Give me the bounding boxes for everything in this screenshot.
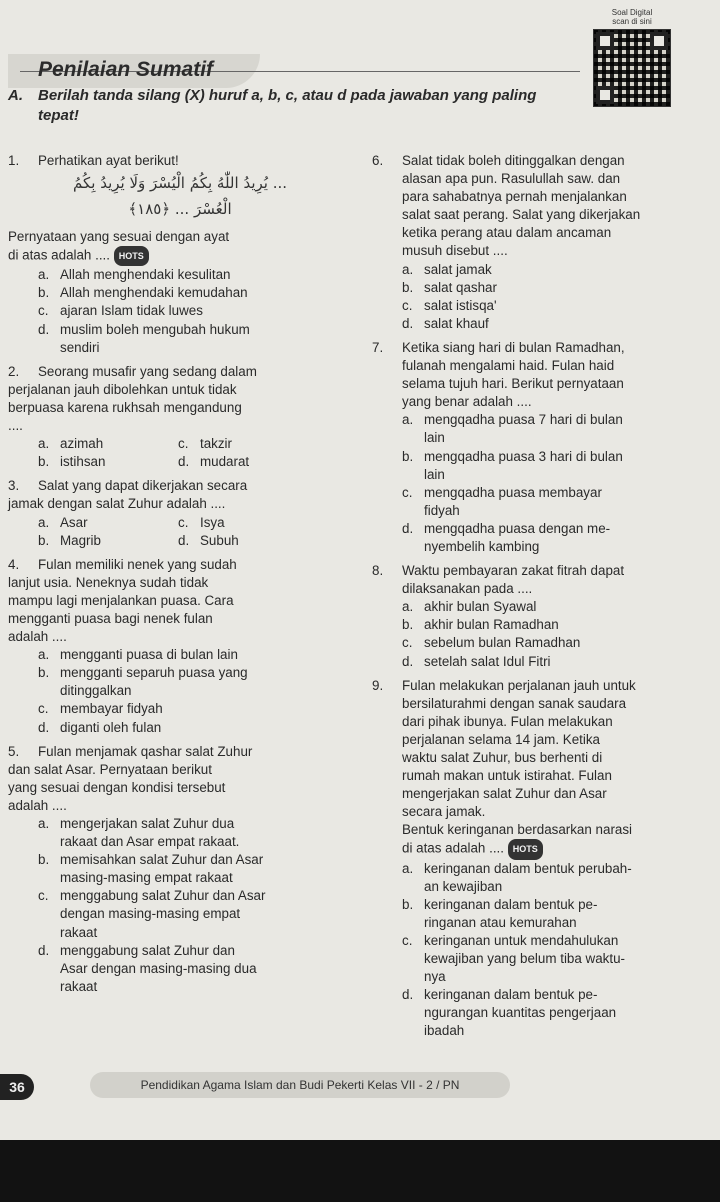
- option-1c[interactable]: c. ajaran Islam tidak luwes: [38, 303, 203, 319]
- option-5b[interactable]: b. memisahkan salat Zuhur dan Asar masing-masing empat rakaat: [38, 852, 264, 886]
- option-4d[interactable]: d. diganti oleh fulan: [38, 719, 162, 735]
- qr-subtitle: scan di sini: [612, 17, 652, 26]
- left-column: [8, 152, 352, 996]
- option-8d[interactable]: d. setelah salat Idul Fitri: [402, 653, 551, 669]
- option-3d[interactable]: d. Subuh: [178, 532, 239, 548]
- right-column: [372, 152, 698, 1041]
- question-4: 4. Fulan memiliki nenek yang sudah lanjut usia. Neneknya sudah tidak mampu lagi menjalankan puasa. Cara mengganti puasa bagi nenek fulan adalah .... a. mengganti puasa di bulan lain b. mengganti separuh puasa yang ditinggalkan c. membayar fidyah d. diganti oleh fulan: [8, 556, 352, 737]
- hots-badge: HOTS: [114, 246, 149, 266]
- option-2a[interactable]: a. azimah: [38, 436, 104, 452]
- instruction: A. Berilah tanda silang (X) huruf a, b, c, atau d pada jawaban yang paling tepat!: [8, 87, 537, 124]
- question-3: 3. Salat yang dapat dikerjakan secara jamak dengan salat Zuhur adalah .... a. Asar c. Isya b. Magrib d. Subuh: [8, 477, 352, 549]
- question-9: 9. Fulan melakukan perjalanan jauh untuk bersilaturahmi dengan sanak saudara dari pihak ibunya. Fulan melakukan perjalanan selama 14 jam. Ketika waktu salat Zuhur, bus berhenti di rumah makan untuk istirahat. Fulan mengerjakan salat Zuhur dan Asar secara jamak. Bentuk keringanan berdasarkan narasi di atas adalah .... HOTS a. keringanan dalam bentuk perubah- an kewajiban b. keringanan dalam bentuk pe- ringanan atau kemurahan c. keringanan untuk mendahulukan kewajiban yang belum tiba waktu- nya d. keringanan dalam bentuk pe- ngurangan kuantitas pengerjaan ibadah: [372, 677, 698, 1041]
- quran-verse-line-1: ... يُرِيدُ اللّٰهُ بِكُمُ الْيُسْرَ وَلَا يُرِيدُ بِكُمُ: [72, 174, 288, 193]
- section-title: Penilaian Sumatif: [38, 58, 214, 81]
- option-7a[interactable]: a. mengqadha puasa 7 hari di bulan lain: [402, 412, 623, 446]
- page-footer: [0, 1072, 720, 1102]
- option-8c[interactable]: c. sebelum bulan Ramadhan: [402, 635, 581, 651]
- option-1a[interactable]: a. Allah menghendaki kesulitan: [38, 267, 231, 283]
- option-3b[interactable]: b. Magrib: [38, 532, 101, 548]
- option-1d[interactable]: d. muslim boleh mengubah hukum sendiri: [38, 321, 250, 355]
- question-7: 7. Ketika siang hari di bulan Ramadhan, fulanah mengalami haid. Fulan haid selama tujuh hari. Berikut pernyataan yang benar adalah .... a. mengqadha puasa 7 hari di bulan lain b. mengqadha puasa 3 hari di bulan lain c. mengqadha puasa membayar fidyah d. mengqadha puasa dengan me- nyembelih kambing: [372, 339, 698, 556]
- option-3a[interactable]: a. Asar: [38, 514, 88, 530]
- quran-verse-line-2: الْعُسْرَ ... ﴿١٨٥﴾: [128, 200, 232, 219]
- option-5c[interactable]: c. menggabung salat Zuhur dan Asar dengan masing-masing empat rakaat: [38, 888, 266, 940]
- qr-code-box[interactable]: [576, 8, 688, 107]
- question-6: 6. Salat tidak boleh ditinggalkan dengan alasan apa pun. Rasulullah saw. dan para sahabatnya pernah menjalankan salat saat perang. Salat yang dikerjakan ketika perang atau dalam ancaman musuh disebut .... a. salat jamak b. salat qashar c. salat istisqa' d. salat khauf: [372, 152, 698, 333]
- option-7d[interactable]: d. mengqadha puasa dengan me- nyembelih kambing: [402, 520, 611, 554]
- option-2d[interactable]: d. mudarat: [178, 454, 250, 470]
- qr-title: Soal Digital: [611, 8, 653, 17]
- question-8: 8. Waktu pembayaran zakat fitrah dapat dilaksanakan pada .... a. akhir bulan Syawal b. akhir bulan Ramadhan c. sebelum bulan Ramadhan d. setelah salat Idul Fitri: [372, 562, 698, 671]
- option-9b[interactable]: b. keringanan dalam bentuk pe- ringanan atau kemurahan: [402, 896, 598, 930]
- page-number: 36: [0, 1074, 34, 1100]
- qr-code-icon[interactable]: [593, 29, 671, 107]
- question-5: 5. Fulan menjamak qashar salat Zuhur dan salat Asar. Pernyataan berikut yang sesuai dengan kondisi tersebut adalah .... a. mengerjakan salat Zuhur dua rakaat dan Asar empat rakaat. b. memisahkan salat Zuhur dan Asar masing-masing empat rakaat c. menggabung salat Zuhur dan Asar dengan masing-masing empat rakaat d. menggabung salat Zuhur dan Asar dengan masing-masing dua rakaat: [8, 743, 352, 996]
- option-8b[interactable]: b. akhir bulan Ramadhan: [402, 617, 559, 633]
- option-2b[interactable]: b. istihsan: [38, 454, 106, 470]
- option-4b[interactable]: b. mengganti separuh puasa yang ditinggalkan: [38, 665, 248, 699]
- option-1b[interactable]: b. Allah menghendaki kemudahan: [38, 285, 248, 301]
- option-4c[interactable]: c. membayar fidyah: [38, 701, 163, 717]
- option-4a[interactable]: a. mengganti puasa di bulan lain: [38, 647, 238, 663]
- question-2: 2. Seorang musafir yang sedang dalam perjalanan jauh dibolehkan untuk tidak berpuasa karena rukhsah mengandung .... a. azimah c. takzir b. istihsan d. mudarat: [8, 363, 352, 472]
- option-9a[interactable]: a. keringanan dalam bentuk perubah- an kewajiban: [402, 860, 632, 894]
- option-6c[interactable]: c. salat istisqa': [402, 297, 497, 313]
- option-7c[interactable]: c. mengqadha puasa membayar fidyah: [402, 484, 602, 518]
- hots-badge: HOTS: [508, 839, 543, 859]
- option-6a[interactable]: a. salat jamak: [402, 261, 492, 277]
- option-3c[interactable]: c. Isya: [178, 514, 225, 530]
- option-6d[interactable]: d. salat khauf: [402, 315, 489, 331]
- question-1: 1. Perhatikan ayat berikut! ... يُرِيدُ اللّٰهُ بِكُمُ الْيُسْرَ وَلَا يُرِيدُ بِكُمُ الْعُسْرَ ... ﴿١٨٥﴾ Pernyataan yang sesuai dengan ayat di atas adalah .... HOTS a. Allah menghendaki kesulitan b. Allah menghendaki kemudahan c. ajaran Islam tidak luwes d. muslim boleh mengubah hukum sendiri: [8, 152, 352, 357]
- option-7b[interactable]: b. mengqadha puasa 3 hari di bulan lain: [402, 448, 623, 482]
- option-5d[interactable]: d. menggabung salat Zuhur dan Asar dengan masing-masing dua rakaat: [38, 942, 257, 994]
- option-6b[interactable]: b. salat qashar: [402, 279, 497, 295]
- option-9c[interactable]: c. keringanan untuk mendahulukan kewajiban yang belum tiba waktu- nya: [402, 932, 625, 985]
- option-9d[interactable]: d. keringanan dalam bentuk pe- ngurangan kuantitas pengerjaan ibadah: [402, 987, 617, 1039]
- footer-text: Pendidikan Agama Islam dan Budi Pekerti Kelas VII - 2 / PN: [90, 1072, 510, 1098]
- option-2c[interactable]: c. takzir: [178, 436, 232, 452]
- option-8a[interactable]: a. akhir bulan Syawal: [402, 599, 537, 615]
- option-5a[interactable]: a. mengerjakan salat Zuhur dua rakaat dan Asar empat rakaat.: [38, 816, 240, 850]
